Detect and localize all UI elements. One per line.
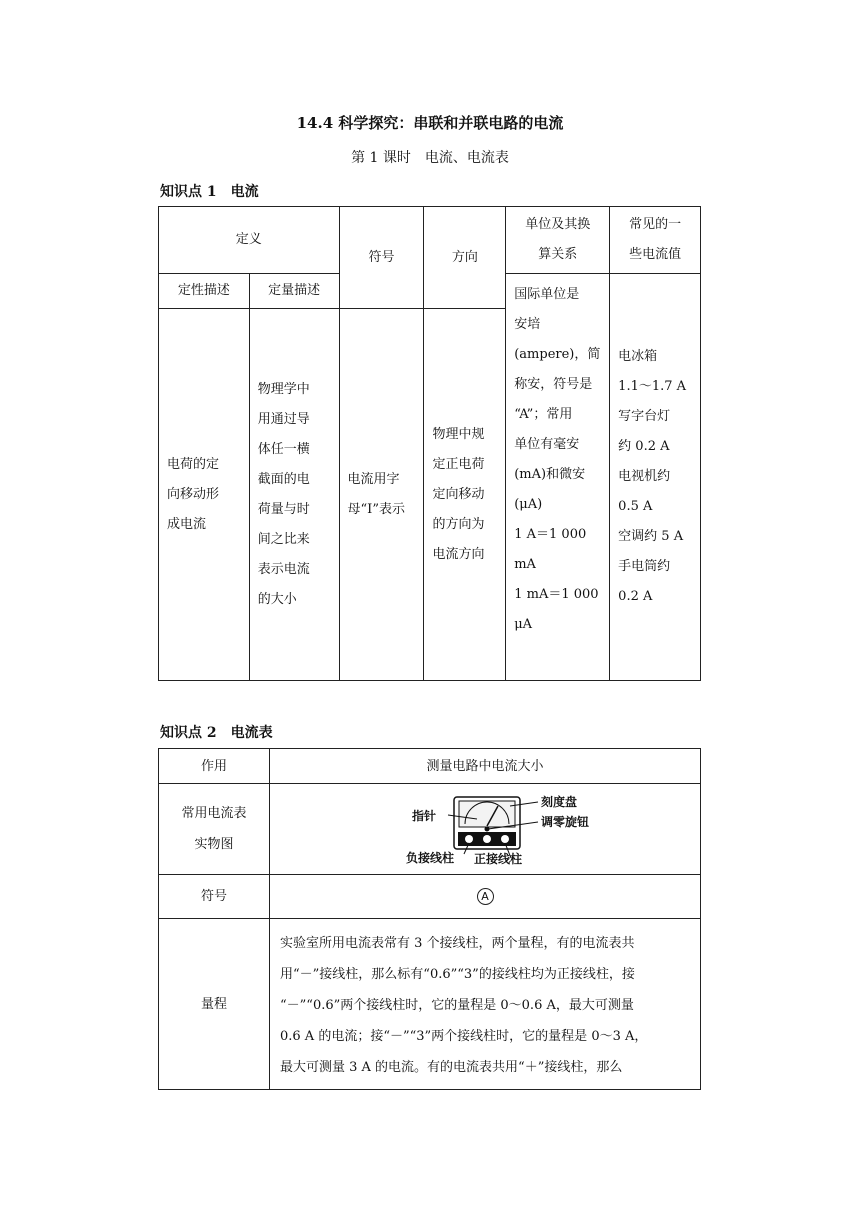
header-common-values: 常见的一 些电流值 xyxy=(610,207,701,274)
negative-terminal-callout: 负接线柱 xyxy=(406,851,455,865)
ammeter-illustration xyxy=(270,788,700,870)
dial-callout: 刻度盘 xyxy=(541,795,578,809)
symbol-value xyxy=(270,875,701,919)
header-definition: 定义 xyxy=(159,207,340,274)
header-qualitative: 定性描述 xyxy=(159,274,250,309)
range-label: 量程 xyxy=(159,919,270,1090)
pointer-callout: 指针 xyxy=(412,809,437,823)
section-heading-current: 知识点 1 电流 xyxy=(160,184,259,200)
function-label: 作用 xyxy=(159,749,270,784)
unit-cell: 国际单位是 安培 (ampere)，简 称安，符号是 “A”；常用 单位有毫安 (mA)和微安 (μA) 1 A＝1 000 mA 1 mA＝1 000 μA xyxy=(506,274,610,681)
range-text: 实验室所用电流表常有 3 个接线柱，两个量程，有的电流表共 用“－”接线柱，那么标有“0.6”“3”的接线柱均为正接线柱，接 “－”“0.6”两个接线柱时，它的量程是 0～0.6 A，最大可测量 0.6 A 的电流；接“－”“3”两个接线柱时，它的量程是 0～3 A， 最大可测量 3 A 的电流。有的电流表共用“＋”接线柱，那么 xyxy=(270,919,701,1090)
section-heading-ammeter: 知识点 2 电流表 xyxy=(160,725,273,741)
ammeter-symbol-icon: A xyxy=(477,888,494,905)
header-quantitative: 定量描述 xyxy=(249,274,339,309)
header-unit: 单位及其换 算关系 xyxy=(506,207,610,274)
ammeter-table xyxy=(158,748,701,1090)
function-value: 测量电路中电流大小 xyxy=(270,749,701,784)
header-direction: 方向 xyxy=(424,207,506,309)
qualitative-cell: 电荷的定 向移动形 成电流 xyxy=(159,309,250,681)
current-table xyxy=(158,206,701,681)
quantitative-cell: 物理学中 用通过导 体任一横 截面的电 荷量与时 间之比来 表示电流 的大小 xyxy=(249,309,339,681)
ammeter-picture-cell xyxy=(270,784,701,875)
zero-knob-callout: 调零旋钮 xyxy=(541,815,590,829)
direction-cell: 物理中规 定正电荷 定向移动 的方向为 电流方向 xyxy=(424,309,506,681)
header-symbol: 符号 xyxy=(339,207,424,309)
symbol-cell: 电流用字 母“I”表示 xyxy=(339,309,424,681)
page-title: 14.4 科学探究：串联和并联电路的电流 xyxy=(296,114,564,132)
symbol-label: 符号 xyxy=(159,875,270,919)
page-subtitle: 第 1 课时 电流、电流表 xyxy=(351,150,509,166)
common-values-cell: 电冰箱 1.1～1.7 A 写字台灯 约 0.2 A 电视机约 0.5 A 空调约 5 A 手电筒约 0.2 A xyxy=(610,274,701,681)
positive-terminal-callout: 正接线柱 xyxy=(474,852,523,866)
picture-label: 常用电流表 实物图 xyxy=(159,784,270,875)
